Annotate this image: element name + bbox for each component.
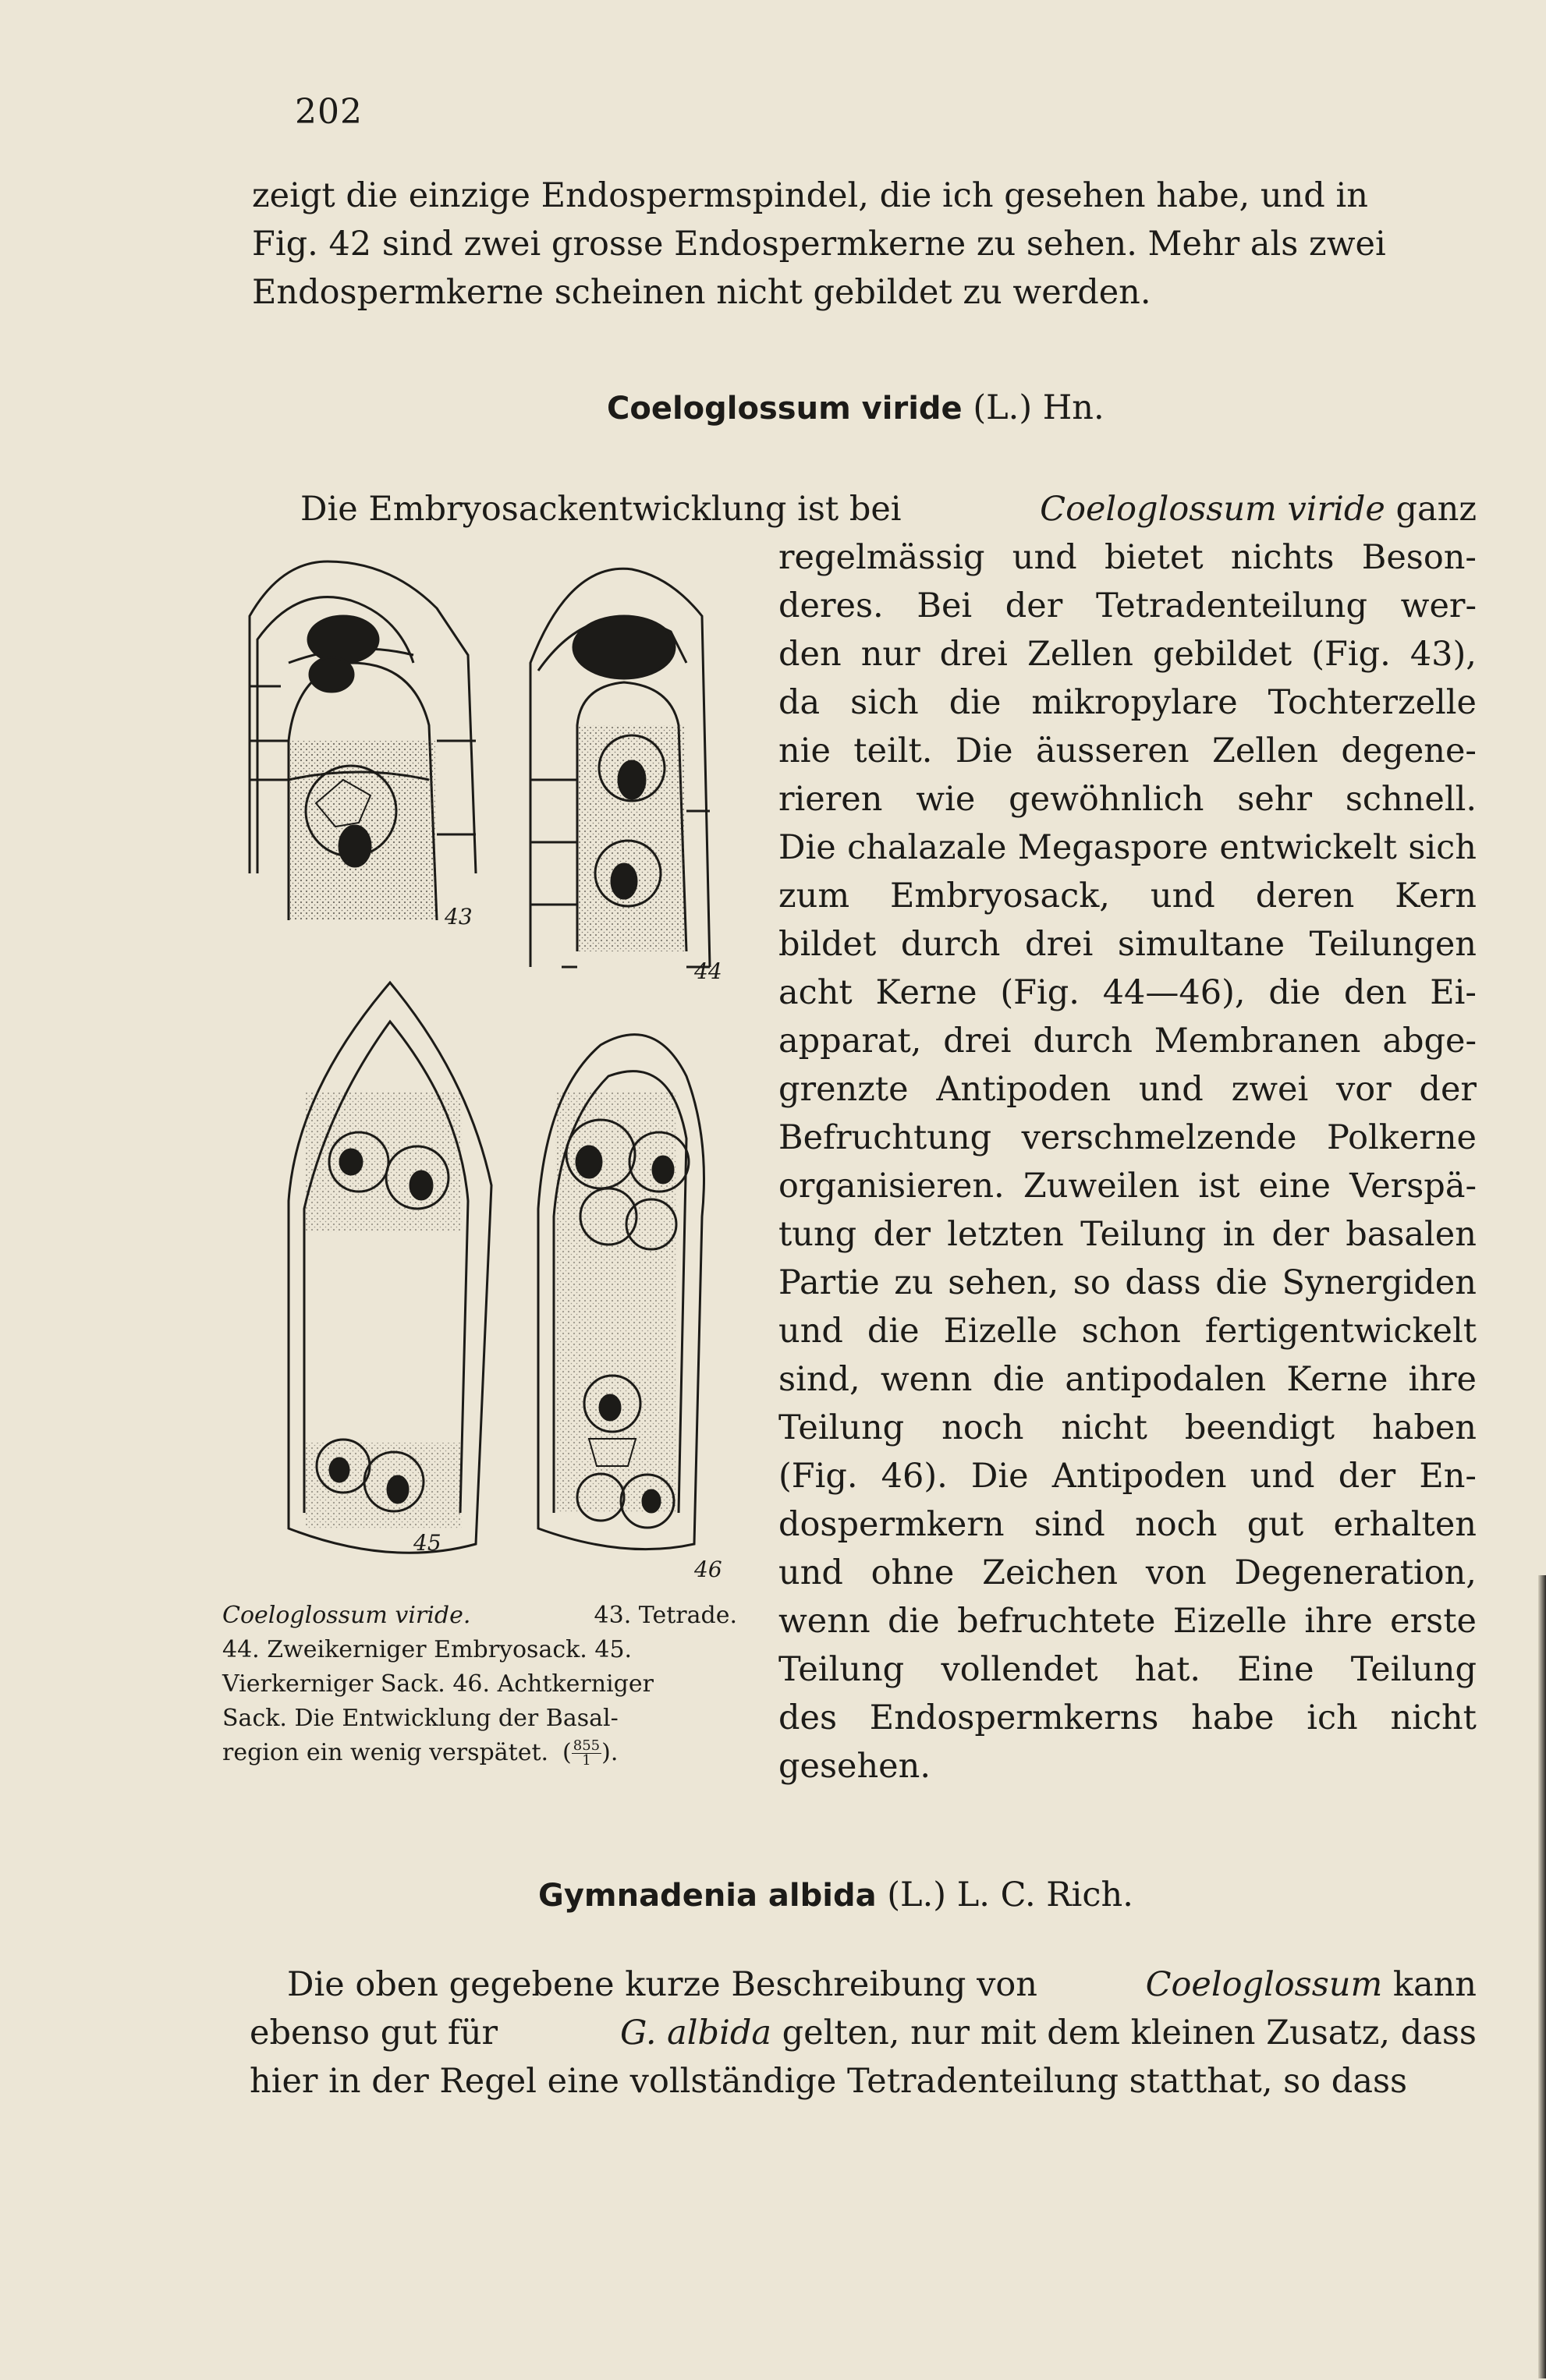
section1-right-line: und die Eizelle schon fertigentwickelt: [778, 1312, 1477, 1351]
section-heading-coeloglossum: [607, 388, 1105, 427]
section1-right-line: apparat, drei durch Membranen abge-: [778, 1022, 1477, 1061]
section1-right-line: gesehen.: [778, 1747, 931, 1786]
section1-right-line: tung der letzten Teilung in der basalen: [778, 1215, 1477, 1254]
fig-label: 45: [413, 1530, 441, 1556]
fig-label: 43: [445, 904, 473, 930]
section1-right-line: (Fig. 46). Die Antipoden und der En-: [778, 1457, 1477, 1496]
caption-line: 44. Zweikerniger Embryosack. 45.: [222, 1636, 633, 1663]
section1-right-line: Befruchtung verschmelzende Polkerne: [778, 1118, 1477, 1157]
figure-drawing: [234, 546, 741, 1583]
heading-authority: (L.) Hn.: [973, 388, 1105, 427]
section1-right-line: deres. Bei der Tetradenteilung wer-: [778, 586, 1477, 625]
section2-paragraph: [250, 1960, 1477, 2106]
intro-line: Fig. 42 sind zwei grosse Endospermkerne zu sehen. Mehr als zwei: [252, 225, 1386, 264]
section1-right-line: acht Kerne (Fig. 44—46), die den Ei-: [778, 973, 1477, 1012]
heading-authority: (L.) L. C. Rich.: [887, 1875, 1133, 1914]
fig45-drawing: [289, 983, 491, 1553]
caption-species: Coeloglossum viride.: [222, 1602, 471, 1629]
section1-right-line: organisieren. Zuweilen ist eine Verspä-: [778, 1167, 1477, 1206]
section-heading-gymnadenia: [538, 1875, 1133, 1914]
section1-right-line: Teilung vollendet hat. Eine Teilung: [778, 1650, 1477, 1689]
fig46-drawing: [538, 1035, 704, 1549]
heading-genus: Gymnadenia albida: [538, 1878, 877, 1914]
heading-genus: Coeloglossum viride: [607, 391, 963, 427]
caption-line: Vierkerniger Sack. 46. Achtkerniger: [222, 1670, 654, 1698]
section1-right-line: rieren wie gewöhnlich sehr schnell.: [778, 780, 1477, 819]
section1-right-line: da sich die mikropylare Tochterzelle: [778, 683, 1477, 722]
section2-line: Die oben gegebene kurze Beschreibung von Coeloglossum kann: [287, 1965, 1477, 2004]
caption-line: Sack. Die Entwicklung der Basal-: [222, 1705, 619, 1732]
fig43-drawing: [250, 561, 476, 920]
section1-right-line: grenzte Antipoden und zwei vor der: [778, 1070, 1477, 1109]
section1-right-line: zum Embryosack, und deren Kern: [778, 877, 1477, 916]
section2-line: ebenso gut für G. albida gelten, nur mit dem kleinen Zusatz, dass: [250, 2013, 1477, 2052]
section1-right-line: nie teilt. Die äusseren Zellen degene-: [778, 731, 1477, 770]
fig-label: 46: [694, 1557, 722, 1582]
section1-right-line: Partie zu sehen, so dass die Synergiden: [778, 1263, 1477, 1302]
fig44-drawing: [530, 568, 710, 967]
page-edge: [1538, 1575, 1546, 2378]
caption-line: region ein wenig verspätet. ( 855 1 ).: [222, 1736, 737, 1770]
page-number: 202: [295, 92, 363, 132]
intro-line: Endospermkerne scheinen nicht gebildet zu werden.: [252, 273, 1151, 312]
section1-right-line: den nur drei Zellen gebildet (Fig. 43),: [778, 635, 1477, 674]
intro-line: zeigt die einzige Endospermspindel, die ich gesehen habe, und in: [252, 176, 1368, 215]
section1-right-line: Teilung noch nicht beendigt haben: [778, 1408, 1477, 1447]
section1-right-line: des Endospermkerns habe ich nicht: [778, 1698, 1477, 1737]
section1-right-line: und ohne Zeichen von Degeneration,: [778, 1553, 1477, 1592]
magnification: ( 855 1 ).: [562, 1737, 619, 1769]
section1-right-line: sind, wenn die antipodalen Kerne ihre: [778, 1360, 1477, 1399]
section1-right-line: Die chalazale Megaspore entwickelt sich: [778, 828, 1477, 867]
figure-embryo-sacs: [234, 546, 741, 1583]
intro-paragraph: [252, 172, 1477, 317]
section1-right-line: regelmässig und bietet nichts Beson-: [778, 538, 1477, 577]
section1-right-line: bildet durch drei simultane Teilungen: [778, 925, 1477, 964]
figure-caption: [222, 1599, 737, 1770]
caption-line: Coeloglossum viride. 43. Tetrade.: [222, 1599, 737, 1633]
fig-label: 44: [694, 958, 722, 984]
section2-line: hier in der Regel eine vollständige Tetradenteilung statthat, so dass: [250, 2062, 1408, 2101]
section1-first-line: Die Embryosackentwicklung ist bei Coeloglossum viride ganz: [300, 490, 1477, 529]
section1-right-line: dospermkern sind noch gut erhalten: [778, 1505, 1477, 1544]
section1-right-line: wenn die befruchtete Eizelle ihre erste: [778, 1602, 1477, 1641]
